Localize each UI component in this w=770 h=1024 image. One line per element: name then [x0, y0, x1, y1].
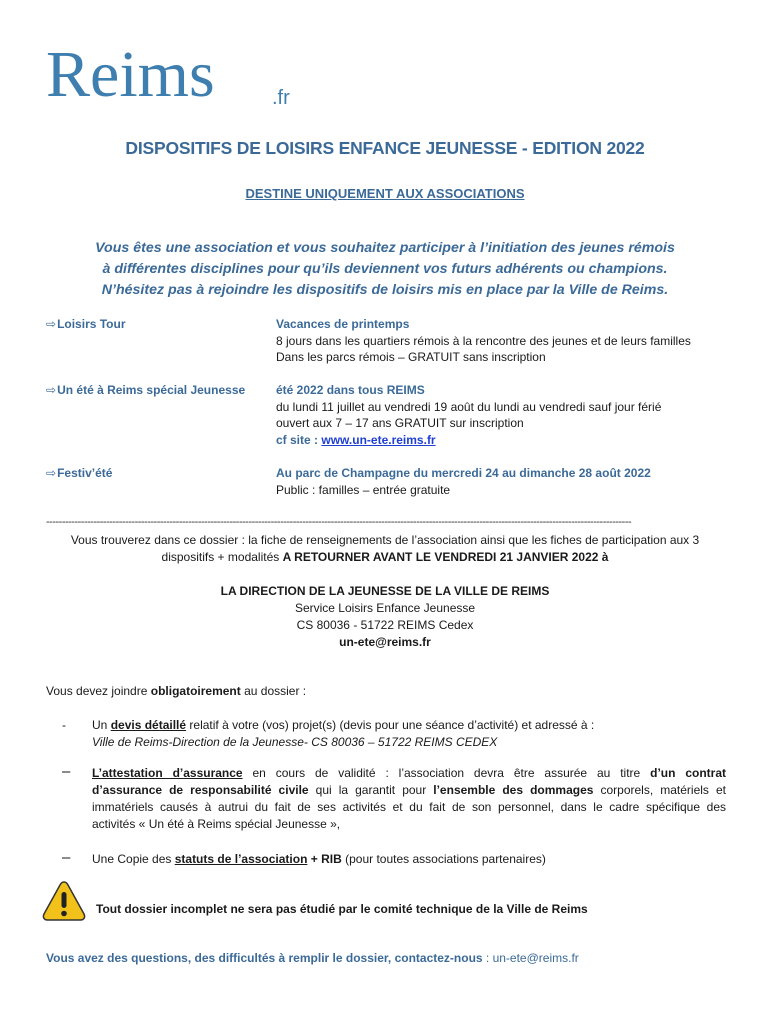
arrow-right-icon: ⇨: [46, 317, 57, 331]
dispositif-label-text: Loisirs Tour: [57, 317, 126, 331]
address-block: [0, 583, 770, 651]
dispositif-ete-a-reims: [46, 382, 736, 450]
attestation-bold: L’attestation d’assurance: [92, 766, 243, 780]
dossier-info: [0, 532, 770, 566]
dispositif-period: Au parc de Champagne du mercredi 24 au dimanche 28 août 2022: [276, 466, 651, 480]
dispositif-period: été 2022 dans tous REIMS: [276, 383, 425, 397]
attestation-line: immatériels causés à autrui du fait de ses activités et du fait de son personnel, dans le cadre spécifique des: [92, 800, 726, 814]
dispositif-line: 8 jours dans les quartiers rémois à la rencontre des jeunes et de leurs familles: [276, 333, 691, 348]
intro-line: Vous êtes une association et vous souhaitez participer à l’initiation des jeunes rémois: [95, 240, 675, 256]
attestation-text: en cours de validité : l’association devra être assurée au titre: [242, 766, 651, 780]
site-prefix: cf site :: [276, 432, 322, 447]
attestation-text: qui la garantit pour: [308, 783, 434, 797]
dashed-separator: -----------------------------------------------------------------------------------------------------------------------------------------------------------------------------------------: [46, 516, 632, 528]
bullet-dash: -: [62, 718, 66, 732]
dispositif-loisirs-tour: [46, 316, 736, 366]
devis-post: relatif à votre (vos) projet(s) (devis pour une séance d’activité) et adressé à :: [186, 718, 595, 732]
required-suffix: au dossier :: [240, 684, 307, 698]
attestation-line: [92, 765, 726, 782]
dispositif-description: [276, 465, 736, 498]
statuts-post: (pour toutes associations partenaires): [341, 852, 546, 866]
dispositif-description: [276, 382, 736, 448]
address-service: Service Loisirs Enfance Jeunesse: [294, 601, 476, 615]
arrow-right-icon: ⇨: [46, 383, 57, 397]
warning-text: Tout dossier incomplet ne sera pas étudié par le comité technique de la Ville de Reims: [96, 902, 588, 916]
intro-line: à différentes disciplines pour qu’ils deviennent vos futurs adhérents ou champions.: [102, 261, 668, 277]
bullet-dash: –: [62, 763, 71, 780]
logo-suffix-text: .fr: [272, 87, 290, 109]
list-item-text: [92, 717, 726, 751]
address-email: un-ete@reims.fr: [339, 635, 431, 649]
statuts-rib: + RIB: [307, 852, 342, 866]
devis-address: Ville de Reims-Direction de la Jeunesse- CS 80036 – 51722 REIMS CEDEX: [92, 735, 498, 749]
dispositif-description: [276, 316, 736, 366]
devis-line: [92, 717, 726, 734]
page-subtitle: DESTINE UNIQUEMENT AUX ASSOCIATIONS: [245, 186, 525, 201]
reims-logo: [46, 38, 296, 118]
intro-paragraph: [0, 238, 770, 301]
arrow-right-icon: ⇨: [46, 466, 57, 480]
dispositif-label-text: Festiv’été: [57, 466, 113, 480]
attestation-bold: l’ensemble des dommages: [433, 783, 594, 797]
dispositif-label: [46, 382, 245, 399]
dossier-line: [0, 549, 770, 566]
devis-bold: devis détaillé: [110, 718, 187, 732]
list-item-statuts: [62, 849, 726, 868]
dispositif-festivete: [46, 465, 736, 499]
attestation-bold: d’assurance de responsabilité civile: [92, 783, 309, 797]
dispositif-period: Vacances de printemps: [276, 317, 410, 331]
dispositif-line: du lundi 11 juillet au vendredi 19 août du lundi au vendredi sauf jour férié: [276, 399, 662, 414]
contact-email: : un-ete@reims.fr: [482, 951, 579, 965]
dispositif-site: [276, 432, 736, 449]
contact-question: Vous avez des questions, des difficultés à remplir le dossier, contactez-nous: [46, 951, 483, 965]
logo-brand-text: Reims: [46, 38, 215, 111]
statuts-bold: statuts de l’association: [174, 852, 308, 866]
dispositif-line: Dans les parcs rémois – GRATUIT sans inscription: [276, 350, 546, 364]
dispositif-line: Public : familles – entrée gratuite: [276, 482, 451, 497]
list-item-text: [92, 851, 726, 868]
list-item-devis: [62, 717, 726, 751]
address-cs: CS 80036 - 51722 REIMS Cedex: [296, 618, 474, 632]
required-prefix: Vous devez joindre: [46, 684, 151, 698]
address-org: LA DIRECTION DE LA JEUNESSE DE LA VILLE DE REIMS: [220, 584, 550, 598]
required-bold: obligatoirement: [150, 684, 241, 698]
attestation-line: [92, 782, 726, 799]
statuts-pre: Une Copie des: [92, 852, 175, 866]
list-item-attestation: [62, 763, 727, 833]
contact-footer: [46, 951, 579, 965]
attestation-text: corporels, matériels et: [593, 783, 726, 797]
list-item-text: [92, 765, 726, 833]
dossier-line-plain: dispositifs + modalités: [161, 550, 283, 564]
dossier-deadline: A RETOURNER AVANT LE VENDREDI 21 JANVIER 2022 à: [282, 550, 609, 564]
dispositif-label: [46, 465, 112, 482]
bullet-dash: –: [62, 849, 71, 866]
attestation-bold: d’un contrat: [650, 766, 727, 780]
site-link[interactable]: www.un-ete.reims.fr: [321, 432, 436, 447]
warning-icon: [42, 880, 86, 922]
dispositif-label-text: Un été à Reims spécial Jeunesse: [57, 383, 246, 397]
dispositif-line: ouvert aux 7 – 17 ans GRATUIT sur inscription: [276, 416, 524, 430]
attestation-line: activités « Un été à Reims spécial Jeunesse »,: [92, 817, 341, 831]
dossier-line: Vous trouverez dans ce dossier : la fiche de renseignements de l’association ainsi que les fiches de participation aux 3: [70, 533, 700, 547]
devis-pre: Un: [92, 718, 111, 732]
intro-line: N’hésitez pas à rejoindre les dispositifs de loisirs mis en place par la Ville de Reims.: [101, 282, 669, 298]
statuts-line: [92, 851, 726, 868]
page-title: DISPOSITIFS DE LOISIRS ENFANCE JEUNESSE - EDITION 2022: [125, 138, 645, 158]
required-intro: [46, 684, 306, 698]
dispositif-label: [46, 316, 126, 333]
